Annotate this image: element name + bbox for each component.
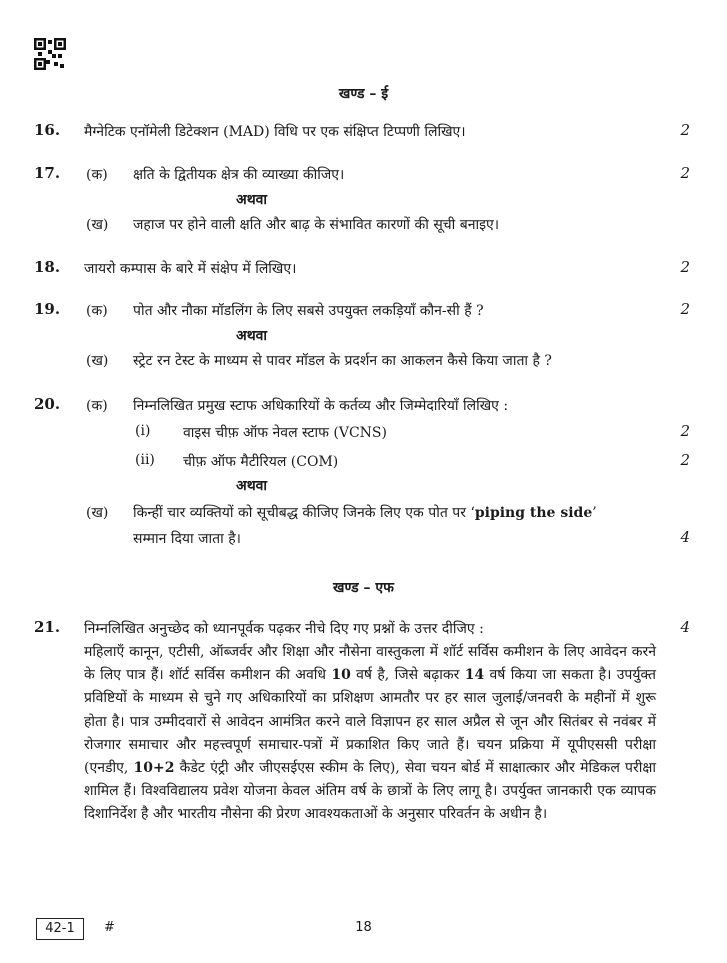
q19-marks: 2 — [680, 300, 690, 318]
q21-passage: महिलाएँ कानून, एटीसी, ऑब्जर्वर और शिक्षा और नौसेना वास्तुकला में शॉर्ट सर्विस कमीशन के लिए आवेदन करने के लिए पात्र हैं। शॉर्ट सर्विस कमीशन की अवधि 10 वर्ष है, जिसे बढ़ाकर 14 वर्ष किया जा सकता है। उपर्युक्त प्रविष्टियों के माध्यम से चुने गए अधिकारियों का प्रशिक्षण आमतौर पर हर साल जुलाई/जनवरी के महीनों में शुरू होता है। पात्र उम्मीदवारों से आवेदन आमंत्रित करने वाले विज्ञापन हर साल अप्रैल से जून और सितंबर से नवंबर में रोजगार समाचार और महत्त्वपूर्ण समाचार-पत्रों में प्रकाशित किए जाते हैं। चयन प्रक्रिया में यूपीएससी परीक्षा (एनडीए, 10+2 कैडेट एंट्री और जीएसईएस स्कीम के लिए), सेवा चयन बोर्ड में साक्षात्कार और मेडिकल परीक्षा शामिल हैं। विश्वविद्यालय प्रवेश योजना केवल अंतिम वर्ष के छात्रों के लिए लागू है। उपर्युक्त जानकारी एक व्यापक दिशानिर्देश है और भारतीय नौसेना की प्रेरण आवश्यकताओं के अनुसार परिवर्तन के अधीन है। — [84, 644, 656, 823]
q20-ii-marks: 2 — [680, 451, 690, 469]
q17-or: अथवा — [236, 192, 268, 208]
q19-number: 19. — [34, 300, 61, 318]
q19-b-text: स्ट्रेट रन टेस्ट के माध्यम से पावर मॉडल के प्रदर्शन का आकलन कैसे किया जाता है ? — [133, 353, 552, 369]
q20-ii-label: (ii) — [135, 452, 155, 468]
q20-i-marks: 2 — [680, 422, 690, 440]
q19-or: अथवा — [236, 328, 268, 344]
q17-b-text: जहाज पर होने वाली क्षति और बाढ़ के संभावित कारणों की सूची बनाइए। — [133, 217, 500, 233]
q20-b-label: (ख) — [86, 505, 109, 521]
q17-a-label: (क) — [86, 167, 108, 183]
q16-marks: 2 — [680, 121, 690, 139]
qr-code — [34, 38, 66, 70]
q16-number: 16. — [34, 121, 61, 139]
q20-b-line2: सम्मान दिया जाता है। — [133, 531, 241, 547]
q17-b-label: (ख) — [86, 217, 109, 233]
q20-b-marks: 4 — [680, 528, 690, 546]
q20-a-label: (क) — [86, 398, 108, 414]
q21-text: निम्नलिखित अनुच्छेद को ध्यानपूर्वक पढ़कर नीचे दिए गए प्रश्नों के उत्तर दीजिए : — [84, 621, 484, 637]
q20-i-label: (i) — [135, 423, 151, 439]
q16-text: मैग्नेटिक एनॉमेली डिटेक्शन (MAD) विधि पर एक संक्षिप्त टिप्पणी लिखिए। — [84, 124, 466, 140]
q20-or: अथवा — [236, 478, 268, 494]
q17-number: 17. — [34, 164, 61, 182]
q18-marks: 2 — [680, 258, 690, 276]
q18-number: 18. — [34, 258, 61, 276]
q20-b-text: किन्हीं चार व्यक्तियों को सूचीबद्ध कीजिए जिनके लिए एक पोत पर ‘piping the side’ — [133, 505, 597, 521]
page-number: 18 — [355, 920, 372, 935]
q21-marks: 4 — [680, 618, 690, 636]
q20-a-text: निम्नलिखित प्रमुख स्टाफ अधिकारियों के कर्तव्य और जिम्मेदारियाँ लिखिए : — [133, 398, 509, 414]
q20-ii-text: चीफ़ ऑफ मैटीरियल (COM) — [183, 454, 339, 470]
q19-a-label: (क) — [86, 303, 108, 319]
section-f-title: खण्ड – एफ — [333, 580, 394, 596]
q18-text: जायरो कम्पास के बारे में संक्षेप में लिखिए। — [84, 261, 297, 277]
q17-a-text: क्षति के द्वितीयक क्षेत्र की व्याख्या कीजिए। — [133, 167, 345, 183]
paper-code: 42-1 — [36, 918, 84, 940]
q21-number: 21. — [34, 618, 61, 636]
q19-b-label: (ख) — [86, 353, 109, 369]
section-e-title: खण्ड – ई — [338, 86, 389, 102]
q20-number: 20. — [34, 395, 61, 413]
footer-hash: # — [104, 920, 115, 935]
piping-the-side: piping the side — [474, 505, 593, 521]
q20-i-text: वाइस चीफ़ ऑफ नेवल स्टाफ (VCNS) — [183, 425, 387, 441]
q19-a-text: पोत और नौका मॉडलिंग के लिए सबसे उपयुक्त लकड़ियाँ कौन-सी हैं ? — [133, 303, 484, 319]
q17-marks: 2 — [680, 164, 690, 182]
